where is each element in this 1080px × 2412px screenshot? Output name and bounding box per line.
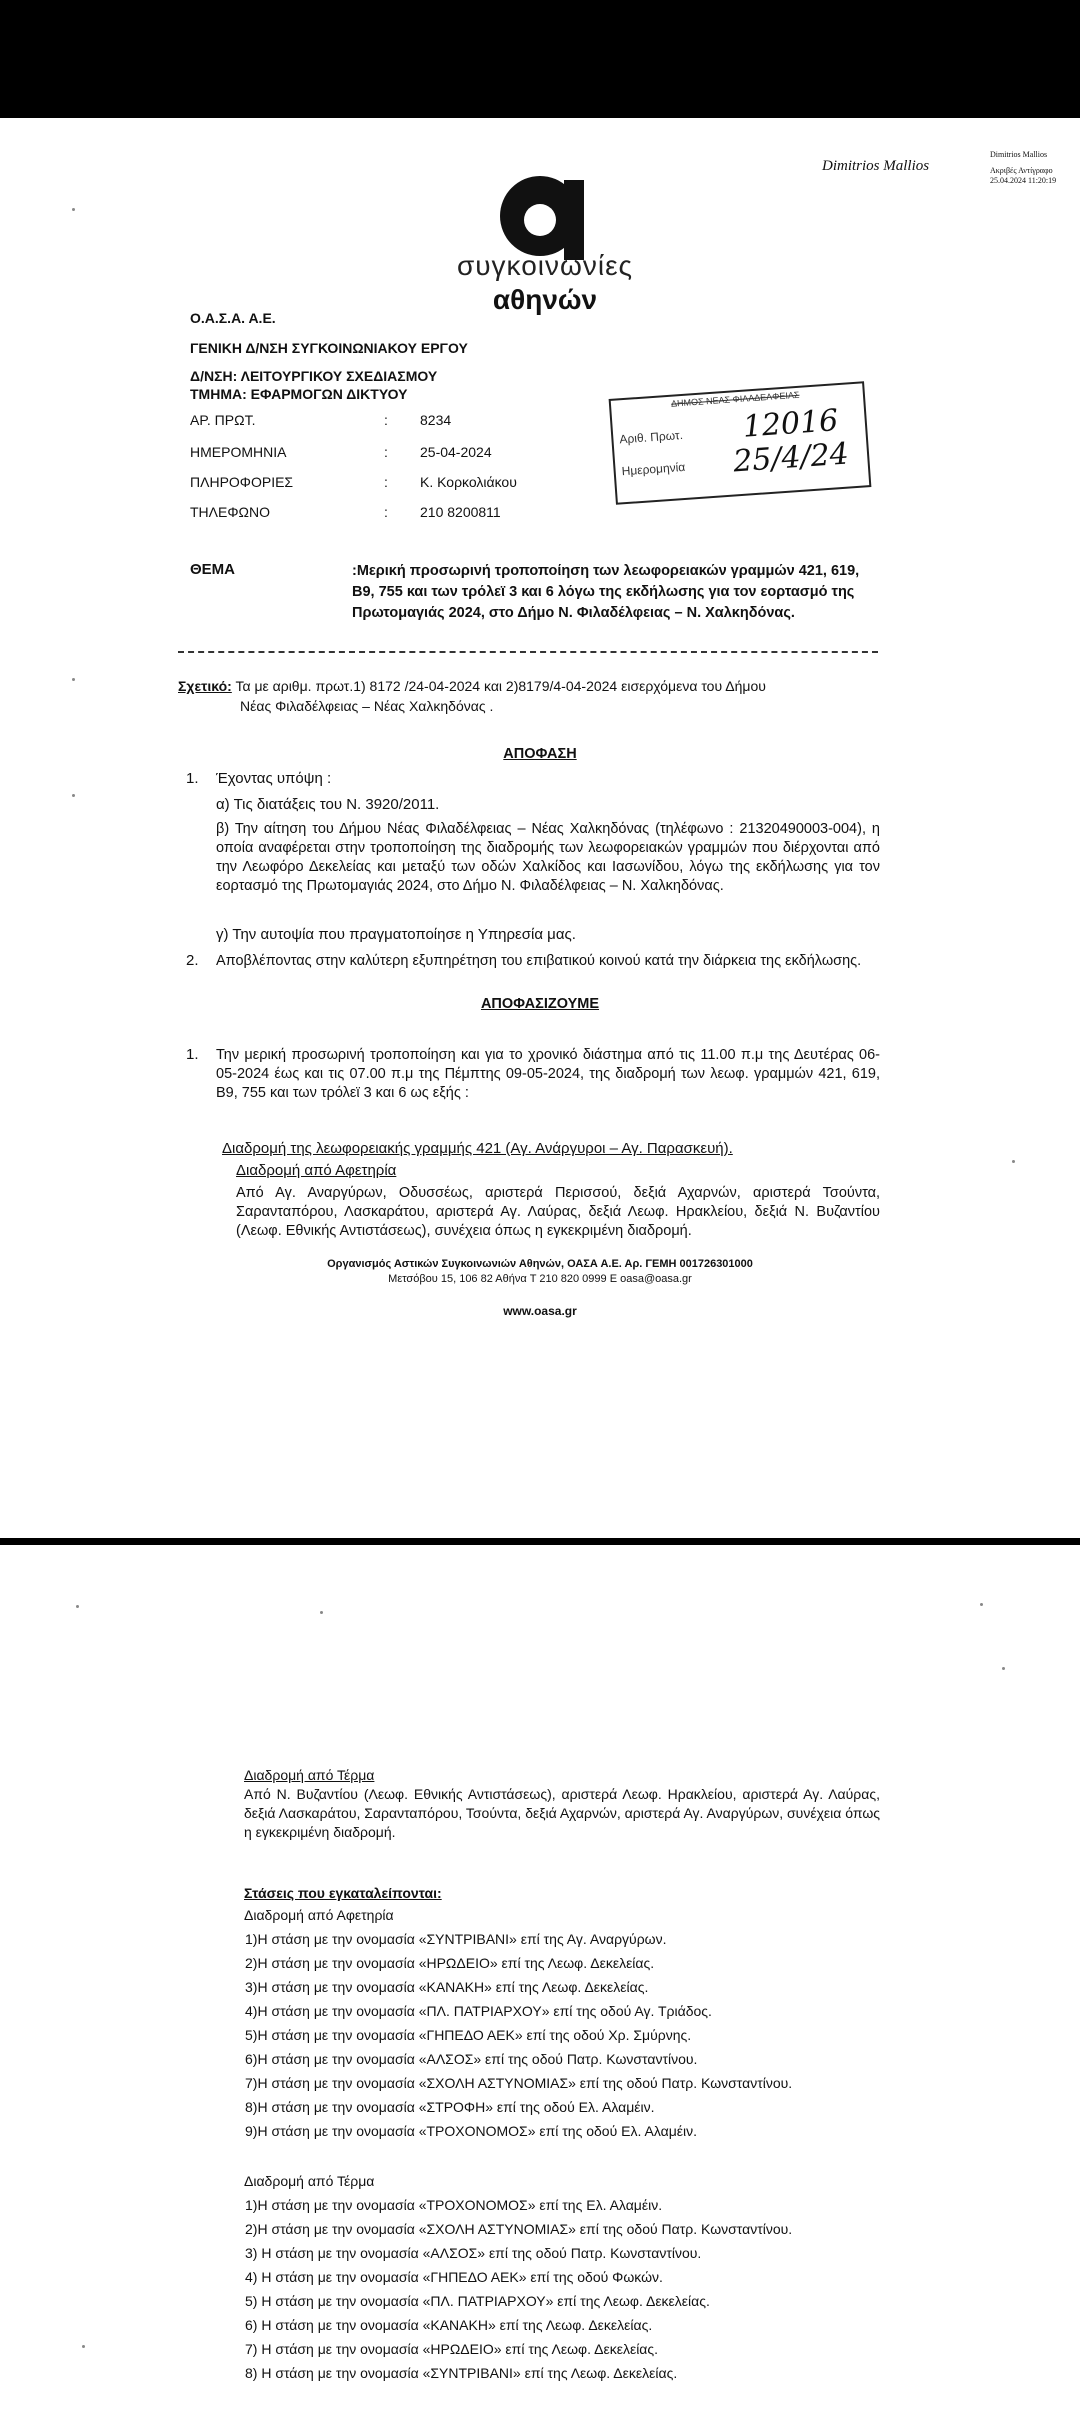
field-value: 210 8200811 xyxy=(420,504,501,520)
field-value: 25-04-2024 xyxy=(420,444,492,460)
scan-speck xyxy=(1012,1160,1015,1163)
we-decide-heading: ΑΠΟΦΑΣΙΖΟΥΜΕ xyxy=(480,996,600,1012)
field-label: ΤΗΛΕΦΩΝΟ xyxy=(190,504,270,520)
general-directorate: ΓΕΝΙΚΗ Δ/ΝΣΗ ΣΥΓΚΟΙΝΩΝΙΑΚΟΥ ΕΡΓΟΥ xyxy=(190,340,468,356)
route-from-start-text: Από Αγ. Αναργύρων, Οδυσσέως, αριστερά Περισσού, δεξιά Αχαρνών, αριστερά Τσούντα, Σαρανταπόρου, Λασκαράτου, αριστερά Αγ. Λαύρας, δεξιά Λεωφ. Ηρακλείου, δεξιά Ν. Βυζαντίου (Λεωφ. Εθνικής Αντιστάσεως), συνέχεια όπως η εγκεκριμένη διαδρομή. xyxy=(236,1185,880,1239)
scan-speck xyxy=(82,2345,85,2348)
stop-item: 2)Η στάση με την ονομασία «ΗΡΩΔΕΙΟ» επί της Λεωφ. Δεκελείας. xyxy=(245,1955,655,1971)
field-value: Κ. Κορκολιάκου xyxy=(420,474,517,490)
item1-b: β) Την αίτηση του Δήμου Νέας Φιλαδέλφειας – Νέας Χαλκηδόνας (τηλέφωνο : 21320490003-004), η οποία αναφέρεται στην τροποποίηση της διαδρομής των λεωφορειακών γραμμών που διέρχονται από την Λεωφόρο Δεκελείας και μεταξύ των οδών Χαλκίδος και Ιασωνίδου, λόγω της εκδήλωσης για τον εορτασμό της Πρωτομαγιάς 2024, στο Δήμο Ν. Φιλαδέλφειας – Ν. Χαλκηδόνας. xyxy=(216,821,880,894)
stop-item: 8)Η στάση με την ονομασία «ΣΤΡΟΦΗ» επί της οδού Ελ. Αλαμέιν. xyxy=(245,2099,655,2115)
stop-item: 2)Η στάση με την ονομασία «ΣΧΟΛΗ ΑΣΤΥΝΟΜΙΑΣ» επί της οδού Πατρ. Κωνσταντίνου. xyxy=(245,2221,793,2237)
directorate: Δ/ΝΣΗ: ΛΕΙΤΟΥΡΓΙΚΟΥ ΣΧΕΔΙΑΣΜΟΥ xyxy=(190,368,438,384)
decision1-text: Την μερική προσωρινή τροποποίηση και για το χρονικό διάστημα από τις 11.00 π.μ της Δευτέρας 06-05-2024 έως και τις 07.00 π.μ της Πέμπτης 09-05-2024, της διαδρομή των λεωφ. γραμμών 421, 619, Β9, 755 και των τρόλεϊ 3 και 6 ως εξής : xyxy=(216,1047,880,1101)
route-to-end-heading: Διαδρομή από Τέρμα xyxy=(244,1767,375,1783)
scan-speck xyxy=(1002,1667,1005,1670)
stop-item: 1)Η στάση με την ονομασία «ΣΥΝΤΡΙΒΑΝΙ» επί της Αγ. Αναργύρων. xyxy=(245,1931,667,1947)
stop-item: 4) Η στάση με την ονομασία «ΓΗΠΕΔΟ ΑΕΚ» επί της οδού Φωκών. xyxy=(245,2269,663,2285)
stop-item: 6)Η στάση με την ονομασία «ΑΛΣΟΣ» επί της οδού Πατρ. Κωνσταντίνου. xyxy=(245,2051,698,2067)
dashed-separator xyxy=(178,651,878,653)
stop-item: 5)Η στάση με την ονομασία «ΓΗΠΕΔΟ ΑΕΚ» επί της οδού Χρ. Σμύρνης. xyxy=(245,2027,692,2043)
field-label: ΗΜΕΡΟΜΗΝΙΑ xyxy=(190,444,287,460)
stamp-header: ΔΗΜΟΣ ΝΕΑΣ ΦΙΛΑΔΕΛΦΕΙΑΣ xyxy=(670,389,800,409)
scan-speck xyxy=(72,678,75,681)
logo-text-line2: αθηνών xyxy=(492,284,598,315)
item2-text: Αποβλέποντας στην καλύτερη εξυπηρέτηση του επιβατικού κοινού κατά την διάρκεια της εκδήλωσης. xyxy=(216,953,862,969)
org-name: Ο.Α.Σ.Α. Α.Ε. xyxy=(190,310,276,326)
related-label: Σχετικό: xyxy=(178,678,232,694)
footer-website: www.oasa.gr xyxy=(503,1304,577,1318)
item1-a: α) Τις διατάξεις του Ν. 3920/2011. xyxy=(216,796,440,813)
field-colon: : xyxy=(384,444,388,460)
logo-text-line1: συγκοινωνίες xyxy=(456,250,634,281)
stops-from-end-heading: Διαδρομή από Τέρμα xyxy=(244,2173,375,2189)
scan-speck xyxy=(320,1611,323,1614)
stop-item: 4)Η στάση με την ονομασία «ΠΛ. ΠΑΤΡΙΑΡΧΟΥ» επί της οδού Αγ. Τριάδος. xyxy=(245,2003,712,2019)
field-label: ΑΡ. ΠΡΩΤ. xyxy=(190,412,256,428)
signature-name-small: Dimitrios Mallios xyxy=(990,150,1048,159)
subject-label: ΘΕΜΑ xyxy=(190,561,235,578)
related-docs xyxy=(178,676,878,716)
stop-item: 1)Η στάση με την ονομασία «ΤΡΟΧΟΝΟΜΟΣ» επί της Ελ. Αλαμέιν. xyxy=(245,2197,663,2213)
department: ΤΜΗΜΑ: ΕΦΑΡΜΟΓΩΝ ΔΙΚΤΥΟΥ xyxy=(190,386,408,402)
field-colon: : xyxy=(384,474,388,490)
field-colon: : xyxy=(384,412,388,428)
field-label: ΠΛΗΡΟΦΟΡΙΕΣ xyxy=(190,474,294,490)
document-page-1 xyxy=(0,118,1080,1538)
route-from-start-heading: Διαδρομή από Αφετηρία xyxy=(236,1162,397,1179)
route-to-end-text: Από Ν. Βυζαντίου (Λεωφ. Εθνικής Αντιστάσεως), αριστερά Λεωφ. Ηρακλείου, αριστερά Αγ. Λαύρας, δεξιά Λασκαράτου, Σαρανταπόρου, Τσούντα, δεξιά Αχαρνών, αριστερά Αγ. Αναργύρων, συνέχεια όπως η εγκεκριμένη διαδρομή. xyxy=(244,1786,880,1840)
item-number: 2. xyxy=(186,952,199,969)
abandoned-stops-title: Στάσεις που εγκαταλείπονται: xyxy=(244,1885,442,1901)
signature-role: Ακριβές Αντίγραφο xyxy=(990,166,1053,175)
footer-org: Οργανισμός Αστικών Συγκοινωνιών Αθηνών, ΟΑΣΑ Α.Ε. Αρ. ΓΕΜΗ 001726301000 xyxy=(327,1258,753,1270)
stops-from-start-heading: Διαδρομή από Αφετηρία xyxy=(244,1907,394,1923)
decision-heading: ΑΠΟΦΑΣΗ xyxy=(503,746,577,762)
document-page-2 xyxy=(0,1545,1080,2412)
subject-text: :Μερική προσωρινή τροποποίηση των λεωφορειακών γραμμών 421, 619, Β9, 755 και των τρόλεϊ 3 και 6 λόγω της εκδήλωσης για τον εορτασμό της Πρωτομαγιάς 2024, στο Δήμο Ν. Φιλαδέλφειας – Ν. Χαλκηδόνας. xyxy=(352,563,860,621)
signature-datetime: 25.04.2024 11:20:19 xyxy=(990,176,1057,185)
related-line2: Νέας Φιλαδέλφειας – Νέας Χαλκηδόνας . xyxy=(240,698,494,714)
stop-item: 7) Η στάση με την ονομασία «ΗΡΩΔΕΙΟ» επί της Λεωφ. Δεκελείας. xyxy=(245,2341,659,2357)
stop-item: 3) Η στάση με την ονομασία «ΑΛΣΟΣ» επί της οδού Πατρ. Κωνσταντίνου. xyxy=(245,2245,702,2261)
stamp-number-label: Αριθ. Πρωτ. xyxy=(618,427,684,447)
related-line1: Τα με αριθμ. πρωτ.1) 8172 /24-04-2024 και 2)8179/4-04-2024 εισερχόμενα του Δήμου xyxy=(231,678,766,694)
stop-item: 3)Η στάση με την ονομασία «ΚΑΝΑΚΗ» επί της Λεωφ. Δεκελείας. xyxy=(245,1979,649,1995)
footer-address: Μετσόβου 15, 106 82 Αθήνα T 210 820 0999 E oasa@oasa.gr xyxy=(388,1273,692,1285)
field-value: 8234 xyxy=(420,412,452,428)
item-number: 1. xyxy=(186,770,199,787)
stamp-number: 12016 xyxy=(741,403,840,445)
stop-item: 9)Η στάση με την ονομασία «ΤΡΟΧΟΝΟΜΟΣ» επί της οδού Ελ. Αλαμέιν. xyxy=(245,2123,698,2139)
stop-item: 8) Η στάση με την ονομασία «ΣΥΝΤΡΙΒΑΝΙ» επί της Λεωφ. Δεκελείας. xyxy=(245,2365,678,2381)
scan-speck xyxy=(72,794,75,797)
scan-speck xyxy=(72,208,75,211)
stop-item: 5) Η στάση με την ονομασία «ΠΛ. ΠΑΤΡΙΑΡΧΟΥ» επί της Λεωφ. Δεκελείας. xyxy=(245,2293,710,2309)
stop-item: 7)Η στάση με την ονομασία «ΣΧΟΛΗ ΑΣΤΥΝΟΜΙΑΣ» επί της οδού Πατρ. Κωνσταντίνου. xyxy=(245,2075,793,2091)
field-colon: : xyxy=(384,504,388,520)
item1-heading: Έχοντας υπόψη : xyxy=(216,770,332,787)
scan-speck xyxy=(76,1605,79,1608)
stamp-date-label: Ημερομηνία xyxy=(621,459,686,479)
scan-speck xyxy=(980,1603,983,1606)
registration-stamp xyxy=(609,381,872,505)
signature-name: Dimitrios Mallios xyxy=(822,158,930,174)
stamp-date: 25/4/24 xyxy=(732,436,850,480)
item1-c: γ) Την αυτοψία που πραγματοποίησε η Υπηρεσία μας. xyxy=(216,926,576,943)
route-title: Διαδρομή της λεωφορειακής γραμμής 421 (Αγ. Ανάργυροι – Αγ. Παρασκευή). xyxy=(222,1140,733,1157)
stop-item: 6) Η στάση με την ονομασία «ΚΑΝΑΚΗ» επί της Λεωφ. Δεκελείας. xyxy=(245,2317,653,2333)
item-number: 1. xyxy=(186,1046,199,1063)
